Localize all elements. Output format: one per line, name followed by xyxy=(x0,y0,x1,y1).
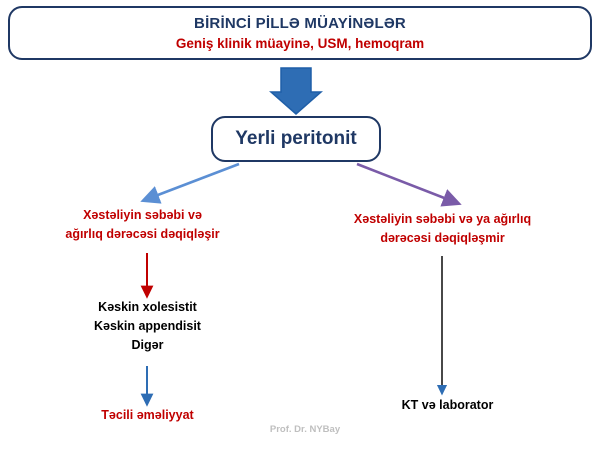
final-right-label: KT və laborator xyxy=(401,398,494,412)
list-item: Kəskin appendisit xyxy=(94,319,201,333)
title-line-1: BİRİNCİ PİLLƏ MÜAYİNƏLƏR xyxy=(194,14,406,32)
title-box xyxy=(8,6,592,60)
list-item: Kəskin xolesistit xyxy=(98,300,197,314)
branch-left-label xyxy=(40,206,245,244)
final-left-label: Təcili əməliyyat xyxy=(101,408,194,422)
list-item: Digər xyxy=(131,338,164,352)
branch-left-line-1: Xəstəliyin səbəbi və xyxy=(83,208,202,222)
block-arrow-down xyxy=(271,68,321,114)
arrow-to-left-branch xyxy=(150,164,239,198)
branch-right-label xyxy=(330,210,555,248)
watermark-text: Prof. Dr. NYBay xyxy=(269,424,341,435)
title-line-2: Geniş klinik müayinə, USM, hemoqram xyxy=(175,35,425,51)
yerli-peritonit-box xyxy=(211,116,381,162)
diagnosis-list xyxy=(55,298,240,355)
branch-right-line-2: dərəcəsi dəqiqləşmir xyxy=(380,231,505,245)
branch-right-line-1: Xəstəliyin səbəbi və ya ağırlıq xyxy=(353,212,532,226)
yerli-peritonit-label: Yerli peritonit xyxy=(235,128,357,149)
branch-left-line-2: ağırlıq dərəcəsi dəqiqləşir xyxy=(65,227,220,241)
arrow-to-right-branch xyxy=(357,164,452,201)
